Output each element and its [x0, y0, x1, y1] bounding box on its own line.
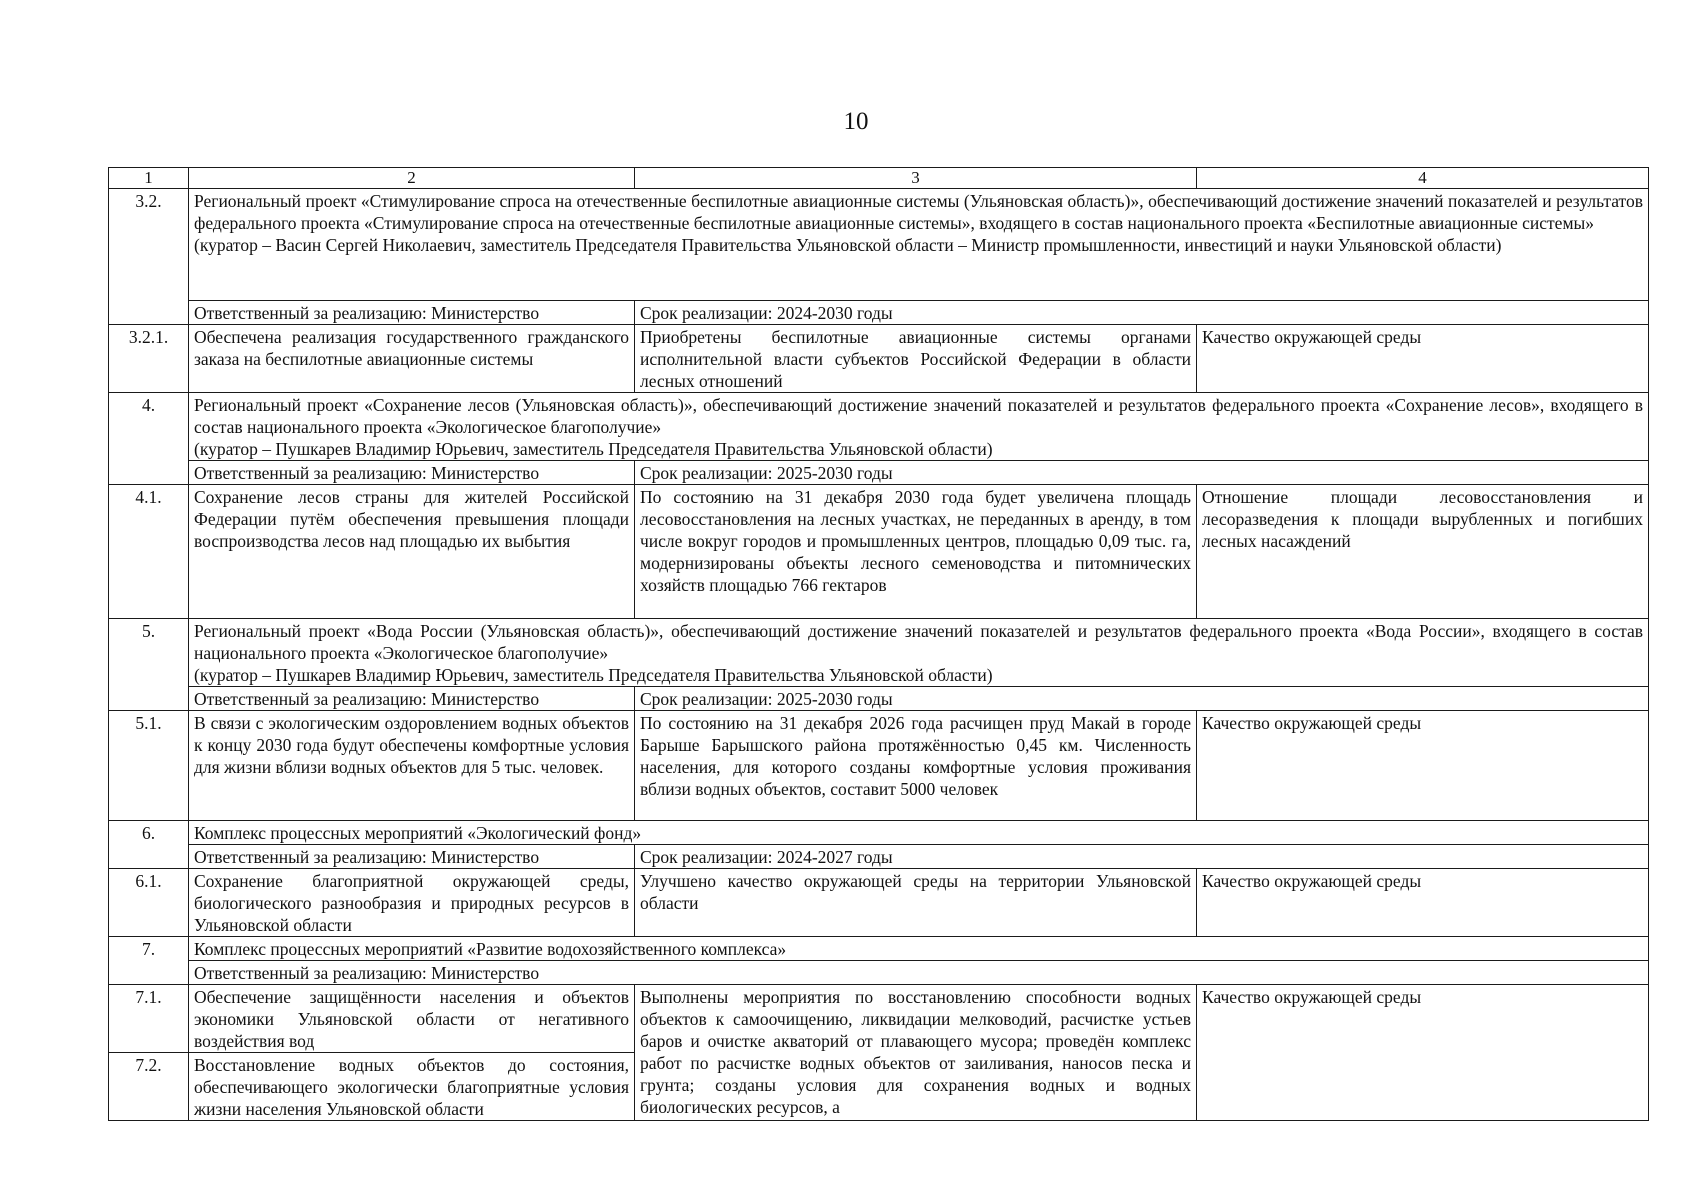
indicator-cell: Качество окружающей среды	[1197, 985, 1649, 1121]
section-row	[109, 937, 1649, 961]
column-header-2: 2	[189, 168, 635, 189]
result-cell: Выполнены мероприятия по восстановлению способности водных объектов к самоочищению, ликвидации мелководий, расчистке устьев баров и очистке акваторий от плавающего мусора; проведён комплекс работ по расчистке водных объектов от заиливания, наносов песка и грунта; созданы условия для сохранения водных и водных биологических ресурсов, а	[635, 985, 1197, 1121]
section-row	[109, 189, 1649, 301]
indicator-cell: Качество окружающей среды	[1197, 869, 1649, 937]
responsible-cell: Ответственный за реализацию: Министерство	[189, 301, 635, 325]
result-cell: Улучшено качество окружающей среды на территории Ульяновской области	[635, 869, 1197, 937]
section-curator: (куратор – Пушкарев Владимир Юрьевич, заместитель Председателя Правительства Ульяновской области)	[194, 665, 993, 685]
responsible-row	[109, 845, 1649, 869]
responsible-row	[109, 461, 1649, 485]
task-cell: Сохранение лесов страны для жителей Российской Федерации путём обеспечения превышения площади воспроизводства лесов над площадью их выбытия	[189, 485, 635, 619]
term-cell: Срок реализации: 2025-2030 годы	[635, 687, 1649, 711]
section-title-cell	[189, 189, 1649, 301]
task-cell: Обеспечение защищённости населения и объектов экономики Ульяновской области от негативного воздействия вод	[189, 985, 635, 1053]
indicator-cell: Качество окружающей среды	[1197, 711, 1649, 821]
task-cell: Обеспечена реализация государственного гражданского заказа на беспилотные авиационные системы	[189, 325, 635, 393]
responsible-row	[109, 301, 1649, 325]
column-header-3: 3	[635, 168, 1197, 189]
section-title: Региональный проект «Сохранение лесов (Ульяновская область)», обеспечивающий достижение значений показателей и результатов федерального проекта «Сохранение лесов», входящего в состав национального проекта «Экологическое благополучие»	[194, 395, 1643, 437]
responsible-cell: Ответственный за реализацию: Министерство	[189, 687, 635, 711]
column-header-4: 4	[1197, 168, 1649, 189]
section-title: Комплекс процессных мероприятий «Экологический фонд»	[189, 821, 1649, 845]
section-curator: (куратор – Пушкарев Владимир Юрьевич, заместитель Председателя Правительства Ульяновской области)	[194, 439, 993, 459]
indicator-cell: Отношение площади лесовосстановления и лесоразведения к площади вырубленных и погибших лесных насаждений	[1197, 485, 1649, 619]
row-number: 3.2.	[109, 189, 189, 325]
row-number: 4.1.	[109, 485, 189, 619]
section-title: Региональный проект «Вода России (Ульяновская область)», обеспечивающий достижение значений показателей и результатов федерального проекта «Вода России», входящего в состав национального проекта «Экологическое благополучие»	[194, 621, 1643, 663]
column-header-1: 1	[109, 168, 189, 189]
task-cell: В связи с экологическим оздоровлением водных объектов к концу 2030 года будут обеспечены комфортные условия для жизни вблизи водных объектов для 5 тыс. человек.	[189, 711, 635, 821]
table-row	[109, 869, 1649, 937]
indicator-cell: Качество окружающей среды	[1197, 325, 1649, 393]
term-cell: Срок реализации: 2024-2030 годы	[635, 301, 1649, 325]
section-curator: (куратор – Васин Сергей Николаевич, заместитель Председателя Правительства Ульяновской области – Министр промышленности, инвестиций и науки Ульяновской области)	[194, 235, 1502, 255]
table-row	[109, 711, 1649, 821]
table-row	[109, 325, 1649, 393]
term-cell: Срок реализации: 2025-2030 годы	[635, 461, 1649, 485]
responsible-cell: Ответственный за реализацию: Министерство	[189, 461, 635, 485]
row-number: 7.2.	[109, 1053, 189, 1121]
row-number: 4.	[109, 393, 189, 485]
row-number: 6.	[109, 821, 189, 869]
row-number: 6.1.	[109, 869, 189, 937]
section-title: Региональный проект «Стимулирование спроса на отечественные беспилотные авиационные системы (Ульяновская область)», обеспечивающий достижение значений показателей и результатов федерального проекта «Стимулирование спроса на отечественные беспилотные авиационные системы», входящего в состав национального проекта «Беспилотные авиационные системы»	[194, 191, 1643, 233]
table-row	[109, 985, 1649, 1053]
row-number: 5.1.	[109, 711, 189, 821]
result-cell: Приобретены беспилотные авиационные системы органами исполнительной власти субъектов Российской Федерации в области лесных отношений	[635, 325, 1197, 393]
row-number: 5.	[109, 619, 189, 711]
program-table	[108, 167, 1649, 1121]
row-number: 7.	[109, 937, 189, 985]
section-title-cell	[189, 619, 1649, 687]
page-number: 10	[843, 108, 869, 135]
task-cell: Сохранение благоприятной окружающей среды, биологического разнообразия и природных ресурсов в Ульяновской области	[189, 869, 635, 937]
row-number: 7.1.	[109, 985, 189, 1053]
responsible-row	[109, 961, 1649, 985]
responsible-row	[109, 687, 1649, 711]
section-title: Комплекс процессных мероприятий «Развитие водохозяйственного комплекса»	[189, 937, 1649, 961]
row-number: 3.2.1.	[109, 325, 189, 393]
section-row	[109, 619, 1649, 687]
task-cell: Восстановление водных объектов до состояния, обеспечивающего экологически благоприятные условия жизни населения Ульяновской области	[189, 1053, 635, 1121]
column-header-row	[109, 168, 1649, 189]
section-row	[109, 821, 1649, 845]
responsible-cell: Ответственный за реализацию: Министерство	[189, 845, 635, 869]
section-row	[109, 393, 1649, 461]
section-title-cell	[189, 393, 1649, 461]
result-cell: По состоянию на 31 декабря 2030 года будет увеличена площадь лесовосстановления на лесных участках, не переданных в аренду, в том числе вокруг городов и промышленных центров, площадью 0,09 тыс. га, модернизированы объекты лесного семеноводства и питомнических хозяйств площадью 766 гектаров	[635, 485, 1197, 619]
result-cell: По состоянию на 31 декабря 2026 года расчищен пруд Макай в городе Барыше Барышского района протяжённостью 0,45 км. Численность населения, для которого созданы комфортные условия проживания вблизи водных объектов, составит 5000 человек	[635, 711, 1197, 821]
table-row	[109, 485, 1649, 619]
responsible-cell: Ответственный за реализацию: Министерство	[189, 961, 1649, 985]
term-cell: Срок реализации: 2024-2027 годы	[635, 845, 1649, 869]
